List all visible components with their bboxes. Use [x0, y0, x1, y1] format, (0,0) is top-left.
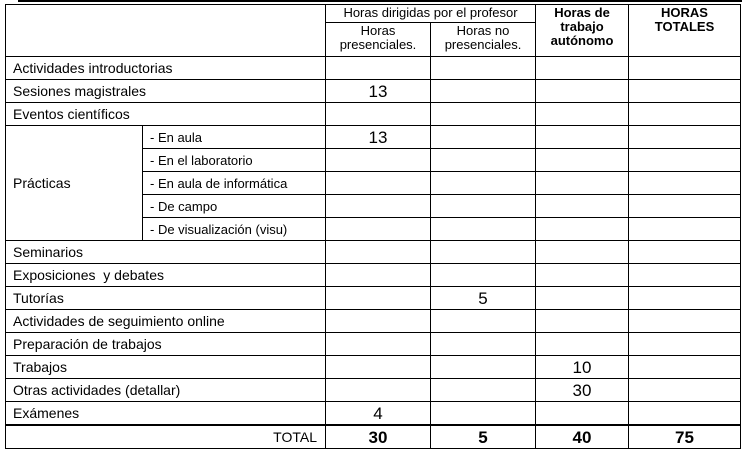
cell-total [629, 310, 741, 333]
cell-no-presenciales [431, 172, 536, 195]
cell-total [629, 287, 741, 310]
table-row [6, 402, 741, 426]
top-rule [18, 0, 742, 2]
row-label: Preparación de trabajos [6, 333, 326, 356]
row-sublabel: - De visualización (visu) [143, 218, 326, 241]
cell-autonomo [536, 126, 629, 149]
cell-no-presenciales [431, 80, 536, 103]
table-row [6, 356, 741, 379]
cell-autonomo [536, 241, 629, 264]
table-row [6, 379, 741, 402]
table-row [6, 287, 741, 310]
cell-total [629, 356, 741, 379]
cell-autonomo [536, 310, 629, 333]
cell-no-presenciales [431, 310, 536, 333]
cell-presenciales: 4 [326, 402, 431, 426]
row-sublabel: - En el laboratorio [143, 149, 326, 172]
cell-autonomo [536, 103, 629, 126]
row-label: Trabajos [6, 356, 326, 379]
cell-no-presenciales: 5 [431, 287, 536, 310]
cell-presenciales [326, 103, 431, 126]
cell-no-presenciales [431, 333, 536, 356]
table-row [6, 57, 741, 80]
cell-autonomo: 30 [536, 379, 629, 402]
practicas-label: Prácticas [6, 126, 143, 241]
cell-total [629, 264, 741, 287]
row-label: Eventos científicos [6, 103, 326, 126]
cell-no-presenciales [431, 57, 536, 80]
cell-presenciales [326, 287, 431, 310]
cell-total [629, 195, 741, 218]
cell-no-presenciales [431, 402, 536, 426]
row-label: Otras actividades (detallar) [6, 379, 326, 402]
header-autonomo: Horas de trabajo autónomo [536, 5, 629, 57]
table-row [6, 264, 741, 287]
cell-no-presenciales [431, 126, 536, 149]
cell-autonomo [536, 333, 629, 356]
table-row [6, 310, 741, 333]
cell-autonomo [536, 57, 629, 80]
header-group-label: Horas dirigidas por el profesor [326, 5, 536, 23]
total-label: TOTAL [6, 425, 326, 449]
row-label: Actividades de seguimiento online [6, 310, 326, 333]
cell-total [629, 149, 741, 172]
row-sublabel: - En aula de informática [143, 172, 326, 195]
cell-total [629, 379, 741, 402]
header-empty-cell [6, 5, 326, 57]
row-label: Tutorías [6, 287, 326, 310]
cell-presenciales [326, 379, 431, 402]
row-label: Exámenes [6, 402, 326, 426]
total-presenciales: 30 [326, 425, 431, 449]
cell-autonomo [536, 172, 629, 195]
cell-presenciales [326, 310, 431, 333]
row-sublabel: - De campo [143, 195, 326, 218]
cell-presenciales: 13 [326, 80, 431, 103]
table-row [6, 241, 741, 264]
cell-autonomo [536, 287, 629, 310]
cell-no-presenciales [431, 149, 536, 172]
cell-total [629, 333, 741, 356]
table-row [6, 126, 741, 149]
cell-autonomo [536, 195, 629, 218]
cell-presenciales [326, 195, 431, 218]
cell-total [629, 80, 741, 103]
cell-total [629, 218, 741, 241]
cell-no-presenciales [431, 264, 536, 287]
cell-presenciales [326, 264, 431, 287]
cell-autonomo [536, 149, 629, 172]
cell-autonomo [536, 218, 629, 241]
row-label: Seminarios [6, 241, 326, 264]
cell-total [629, 57, 741, 80]
cell-presenciales [326, 241, 431, 264]
total-no-presenciales: 5 [431, 425, 536, 449]
table-row [6, 333, 741, 356]
cell-no-presenciales [431, 241, 536, 264]
cell-total [629, 172, 741, 195]
cell-autonomo [536, 80, 629, 103]
cell-presenciales [326, 149, 431, 172]
cell-no-presenciales [431, 195, 536, 218]
header-totales: HORAS TOTALES [629, 5, 741, 57]
cell-autonomo [536, 264, 629, 287]
cell-presenciales [326, 172, 431, 195]
cell-presenciales [326, 218, 431, 241]
row-label: Exposiciones y debates [6, 264, 326, 287]
row-label: Sesiones magistrales [6, 80, 326, 103]
cell-presenciales [326, 356, 431, 379]
cell-presenciales: 13 [326, 126, 431, 149]
cell-no-presenciales [431, 379, 536, 402]
cell-no-presenciales [431, 218, 536, 241]
cell-total [629, 241, 741, 264]
cell-total [629, 103, 741, 126]
cell-presenciales [326, 57, 431, 80]
header-no-presenciales: Horas no presenciales. [431, 23, 536, 57]
cell-total [629, 402, 741, 426]
hours-table [5, 4, 741, 449]
total-row [6, 425, 741, 449]
cell-no-presenciales [431, 103, 536, 126]
total-totales: 75 [629, 425, 741, 449]
total-autonomo: 40 [536, 425, 629, 449]
cell-autonomo [536, 402, 629, 426]
table-row [6, 80, 741, 103]
row-sublabel: - En aula [143, 126, 326, 149]
header-presenciales: Horas presenciales. [326, 23, 431, 57]
row-label: Actividades introductorias [6, 57, 326, 80]
table-row [6, 103, 741, 126]
cell-autonomo: 10 [536, 356, 629, 379]
cell-presenciales [326, 333, 431, 356]
cell-no-presenciales [431, 356, 536, 379]
cell-total [629, 126, 741, 149]
